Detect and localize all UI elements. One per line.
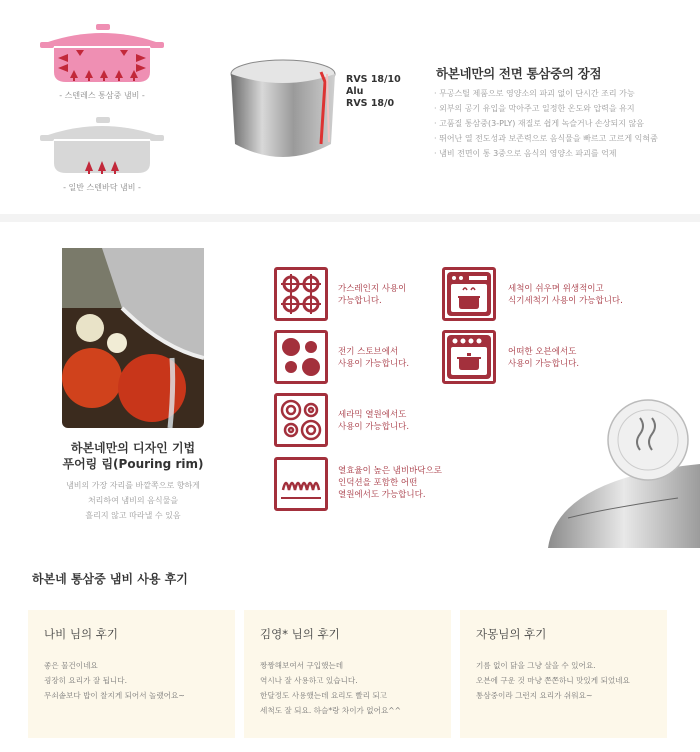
review-line: 굉장히 요리가 잘 됩니다. [44, 676, 128, 685]
electric-stove-icon [274, 330, 328, 384]
gas-stove-text [338, 283, 406, 307]
reviews-section [0, 548, 700, 752]
review-card-title: 자몽님의 후기 [476, 627, 547, 641]
feature-line: 사용이 가능합니다. [338, 359, 410, 369]
pouring-rim-desc [52, 478, 214, 523]
ceramic-hob-text [338, 409, 409, 433]
review-line: 기름 없이 닭을 그냥 살을 수 있어요. [476, 661, 596, 670]
dishwasher-text [508, 283, 623, 307]
feature-line: 어떠한 오븐에서도 [508, 347, 577, 357]
review-line: 통삼중이라 그런지 요리가 쉬워요~ [476, 691, 593, 700]
review-line: 오븐에 구운 것 마냥 쫀쫀하니 맛있게 되었네요 [476, 676, 630, 685]
product-lid-image [548, 398, 700, 548]
layer-label: Alu [346, 86, 364, 97]
feature-line: 가능합니다. [338, 296, 382, 306]
design-section [0, 222, 700, 548]
feature-line: 인덕션을 포함한 어떤 [338, 478, 418, 488]
pouring-rim-title [62, 440, 204, 472]
feature-line: 가스레인지 사용이 [338, 284, 407, 294]
layer-labels [346, 74, 401, 110]
reviews-title: 하본네 통삼중 냄비 사용 후기 [32, 572, 188, 586]
cutaway-pot-image [225, 52, 350, 172]
advantage-item: · 뛰어난 열 전도성과 보존력으로 음식물을 빠르고 고르게 익혀줌 [434, 134, 658, 143]
feature-line: 세라믹 열원에서도 [338, 410, 407, 420]
review-card-body [476, 658, 661, 703]
pouring-rim-desc-line: 냄비의 가장 자리를 바깥쪽으로 향하게 [66, 481, 200, 490]
feature-line: 식기세척기 사용이 가능합니다. [508, 296, 623, 306]
three-ply-section [0, 0, 700, 214]
review-line: 좋은 물건이네요 [44, 661, 98, 670]
advantage-item: · 고품질 통삼중(3-PLY) 재질로 쉽게 녹슬거나 손상되지 않음 [434, 119, 644, 128]
layer-label: RVS 18/10 [346, 74, 401, 85]
ordinary-pot-caption: - 일반 스텐바닥 냄비 - [63, 183, 141, 192]
pouring-rim-title-line: 푸어링 림(Pouring rim) [62, 457, 204, 471]
gas-stove-icon [274, 267, 328, 321]
review-card-body [44, 658, 229, 703]
stainless-pot-illustration [40, 22, 165, 87]
electric-stove-text [338, 346, 409, 370]
review-line: 세척도 잘 되요. 하슬*랑 차이가 없어요^^ [260, 706, 402, 715]
review-line: 짱짱해보여서 구입했는데 [260, 661, 344, 670]
ordinary-pot-illustration [40, 115, 165, 177]
induction-coil-icon [274, 457, 328, 511]
advantages-title: 하본네만의 전면 통삼중의 장점 [436, 66, 602, 81]
feature-line: 사용이 가능합니다. [508, 359, 580, 369]
review-line: 무쇠솥보다 밥이 찰지게 되어서 놀랬어요~ [44, 691, 185, 700]
advantage-item: · 외부의 공기 유입을 막아주고 일정한 온도와 압력을 유지 [434, 104, 635, 113]
pouring-rim-desc-line: 흘리지 않고 따라낼 수 있음 [85, 511, 181, 520]
review-card-body [260, 658, 445, 718]
feature-line: 열효율이 높은 냄비바닥으로 [338, 466, 442, 476]
review-line: 한달정도 사용했는데 요리도 빨리 되고 [260, 691, 388, 700]
oven-text [508, 346, 579, 370]
review-card [244, 610, 451, 738]
advantage-item: · 무공스틸 제품으로 영양소의 파괴 없이 단시간 조리 가능 [434, 89, 635, 98]
stainless-pot-caption: - 스텐레스 통삼중 냄비 - [59, 91, 145, 100]
oven-icon [442, 330, 496, 384]
advantages-list [434, 86, 698, 161]
pouring-rim-title-line: 하본네만의 디자인 기법 [70, 441, 196, 455]
induction-text [338, 465, 442, 501]
pouring-rim-desc-line: 처리하여 냄비의 음식물을 [87, 496, 179, 505]
review-card [28, 610, 235, 738]
advantage-item: · 냄비 전면이 통 3중으로 음식의 영양소 파괴를 억제 [434, 149, 617, 158]
pouring-rim-photo [62, 248, 204, 428]
layer-label: RVS 18/0 [346, 98, 395, 109]
review-card-title: 나비 님의 후기 [44, 627, 118, 641]
dishwasher-icon [442, 267, 496, 321]
feature-line: 열원에서도 가능합니다. [338, 490, 426, 500]
ceramic-hob-icon [274, 393, 328, 447]
review-card-title: 김영* 님의 후기 [260, 627, 340, 641]
review-card [460, 610, 667, 738]
review-line: 역시나 잘 사용하고 있습니다. [260, 676, 358, 685]
feature-line: 사용이 가능합니다. [338, 422, 410, 432]
feature-line: 전기 스토브에서 [338, 347, 399, 357]
feature-line: 세척이 쉬우며 위생적이고 [508, 284, 604, 294]
